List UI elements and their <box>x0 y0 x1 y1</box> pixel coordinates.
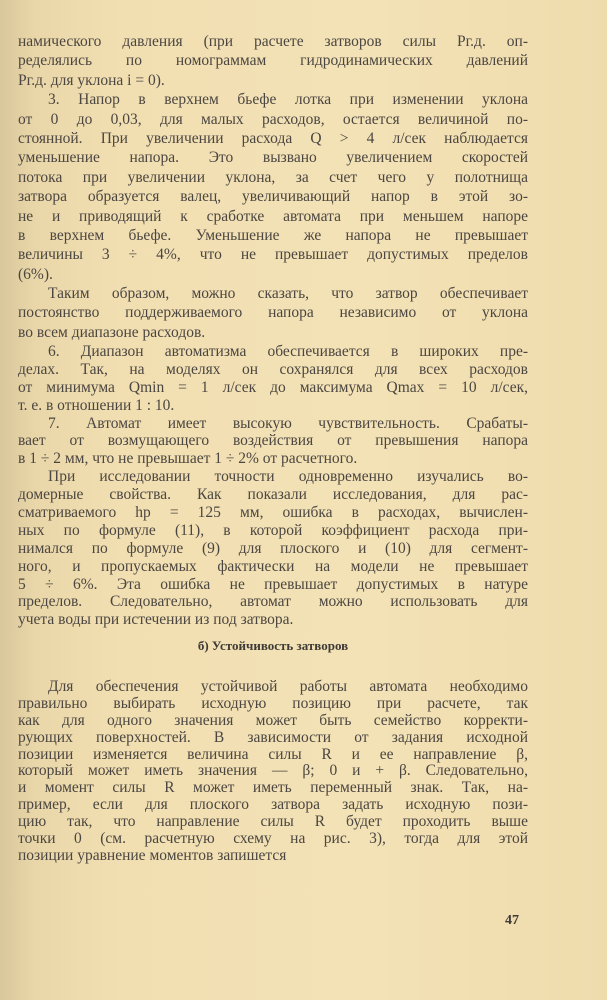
text-line: (6%). <box>18 265 53 283</box>
text-line: Для обеспечения устойчивой работы автомата необходимо <box>48 679 528 695</box>
text-line: нимался по формуле (9) для плоского и (10) для сегмент- <box>18 539 528 557</box>
text-line: в 1 ÷ 2 мм, что не превышает 1 ÷ 2% от расчетного. <box>18 450 358 468</box>
text-line: намического давления (при расчете затворов силы Pг.д. оп- <box>18 33 528 50</box>
text-line: ных по формуле (11), в которой коэффициент расхода при- <box>18 521 528 539</box>
text-line: ределялись по номограммам гидродинамических давлений <box>18 52 528 70</box>
text-line: правильно выбирать исходную позицию при расчете, так <box>18 695 528 712</box>
text-line: сматриваемого hр = 125 мм, ошибка в расходах, вычислен- <box>18 504 528 522</box>
text-line: потока при увеличении уклона, за счет чего у полотнища <box>18 168 528 186</box>
text-line: и момент силы R может иметь переменный знак. Так, на- <box>18 780 528 797</box>
text-line: уменьшение напора. Это вызвано увеличением скоростей <box>18 149 528 167</box>
text-line: 6. Диапазон автоматизма обеспечивается в широких пре- <box>48 343 528 360</box>
text-line: постоянство поддерживаемого напора независимо от уклона <box>18 304 528 322</box>
text-line: учета воды при истечении из под затвора. <box>18 611 294 629</box>
text-line: Pг.д. для уклона i = 0). <box>18 71 165 89</box>
text-line: пример, если для плоского затвора задать исходную пози- <box>18 797 528 814</box>
text-line: затвора образуется валец, увеличивающий напор в этой зо- <box>18 188 528 206</box>
text-line: ного, и пропускаемых фактически на модели не превышает <box>18 557 528 575</box>
section-heading: б) Устойчивость затворов <box>197 638 349 653</box>
text-line: от минимума Qmin = 1 л/сек до максимума Qmax = 10 л/сек, <box>18 378 528 396</box>
text-line: как для одного значения может быть семейство корректи- <box>18 712 528 729</box>
text-line: позиции уравнение моментов запишется <box>18 847 287 864</box>
text-block-middle <box>18 343 528 629</box>
text-line: 3. Напор в верхнем бьефе лотка при изменении уклона <box>48 91 528 109</box>
text-line: домерные свойства. Как показали исследования, для рас- <box>18 486 528 504</box>
text-line: точки 0 (см. расчетную схему на рис. 3), тогда для этой <box>18 831 528 848</box>
page-number: 47 <box>505 913 519 928</box>
text-line: не и приводящий к сработке автомата при меньшем напоре <box>18 207 528 225</box>
text-line: цию так, что направление силы R будет проходить выше <box>18 814 528 831</box>
text-line: т. е. в отношении 1 : 10. <box>18 396 175 414</box>
text-line: рующих поверхностей. В зависимости от задания исходной <box>18 729 528 746</box>
text-line: вает от возмущающего воздействия от превышения напора <box>18 432 528 450</box>
text-line: При исследовании точности одновременно изучались во- <box>48 468 528 486</box>
text-line: делах. Так, на моделях он сохранялся для всех расходов <box>18 360 528 378</box>
text-block-lower <box>18 679 528 865</box>
text-line: позиции изменяется величина силы R и ее направление β, <box>18 746 528 763</box>
text-line: во всем диапазоне расходов. <box>18 323 206 341</box>
text-line: стоянной. При увеличении расхода Q > 4 л/сек наблюдается <box>18 129 528 147</box>
text-block-upper <box>18 32 528 342</box>
text-line: величины 3 ÷ 4%, что не превышает допустимых пределов <box>18 246 528 264</box>
text-line: 7. Автомат имеет высокую чувствительность. Срабаты- <box>48 414 528 432</box>
text-line: который может иметь значения — β; 0 и + β. Следовательно, <box>18 763 528 780</box>
text-line: в верхнем бьефе. Уменьшение же напора не превышает <box>18 226 528 244</box>
text-line: Таким образом, можно сказать, что затвор обеспечивает <box>48 285 528 303</box>
text-line: 5 ÷ 6%. Эта ошибка не превышает допустимых в натуре <box>18 575 528 593</box>
text-line: от 0 до 0,03, для малых расходов, остается величиной по- <box>18 110 528 128</box>
text-line: пределов. Следовательно, автомат можно использовать для <box>18 593 528 611</box>
